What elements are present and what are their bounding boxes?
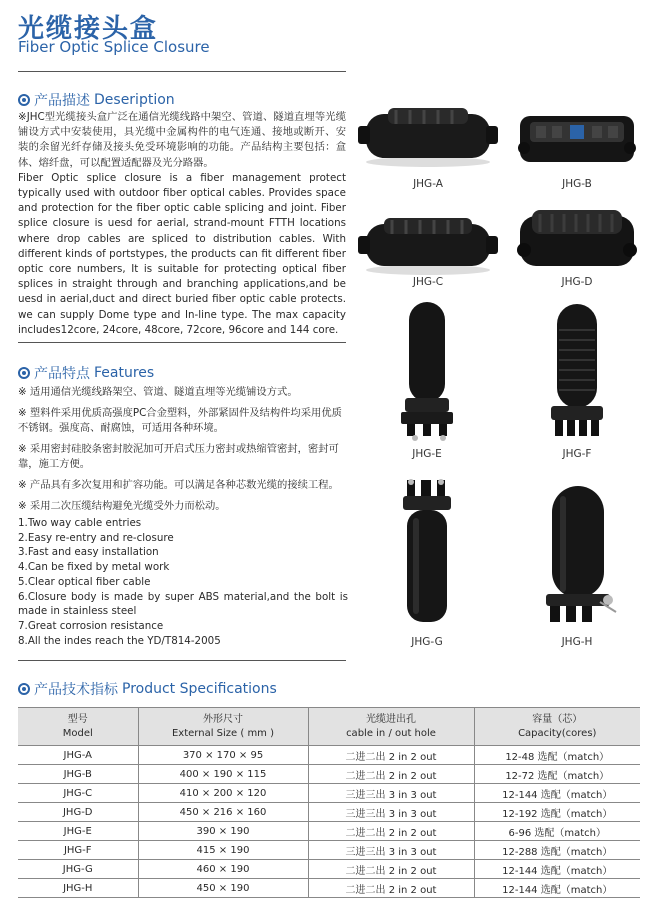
cell-capacity: 12-144 选配（match） — [474, 879, 640, 898]
table-row — [18, 822, 640, 841]
cell-capacity: 6-96 选配（match） — [474, 822, 640, 841]
divider — [18, 71, 346, 72]
product-image-jhg-e — [395, 298, 459, 446]
feature-cn-item: ※ 适用通信光缆线路架空、管道、隧道直埋等光缆铺设方式。 — [18, 386, 298, 398]
description-heading — [18, 90, 175, 110]
product-image-jhg-f — [545, 300, 609, 446]
feature-en-item: 7.Great corrosion resistance — [18, 619, 164, 632]
page-title-cn: 光缆接头盒 — [18, 14, 159, 44]
cell-model: JHG-G — [18, 860, 138, 879]
cell-cable-hole: 二进二出 2 in 2 out — [308, 822, 474, 841]
cell-size: 450 × 216 × 160 — [138, 803, 308, 822]
specs-heading-en: Product Specifications — [122, 681, 277, 697]
description-heading-cn: 产品描述 — [34, 93, 90, 109]
feature-cn-item: ※ 采用密封硅胶条密封胶泥加可开启式压力密封或热缩管密封，密封可靠，施工方便。 — [18, 443, 339, 470]
table-row — [18, 784, 640, 803]
product-label: JHG-E — [412, 448, 442, 460]
product-image-jhg-c — [358, 212, 498, 278]
feature-en-item: 2.Easy re-entry and re-closure — [18, 531, 174, 544]
column-header-model: 型号 Model — [18, 708, 138, 746]
cell-model: JHG-D — [18, 803, 138, 822]
product-image-jhg-b — [512, 108, 642, 170]
feature-en-item: 8.All the indes reach the YD/T814-2005 — [18, 634, 221, 647]
cell-model: JHG-C — [18, 784, 138, 803]
feature-en-item: 5.Clear optical fiber cable — [18, 575, 151, 588]
specs-heading — [18, 679, 277, 699]
cell-capacity: 12-144 选配（match） — [474, 860, 640, 879]
cell-capacity: 12-72 选配（match） — [474, 765, 640, 784]
features-heading-en: Features — [94, 365, 155, 381]
column-header-cable-hole: 光缆进出孔 cable in / out hole — [308, 708, 474, 746]
product-label: JHG-F — [562, 448, 592, 460]
cell-size: 390 × 190 — [138, 822, 308, 841]
column-header-size: 外形尺寸 External Size ( mm ) — [138, 708, 308, 746]
feature-en-item: 3.Fast and easy installation — [18, 546, 159, 559]
feature-cn-item: ※ 产品具有多次复用和扩容功能。可以满足各种芯数光缆的接续工程。 — [18, 479, 339, 491]
feature-cn-item: ※ 采用二次压缆结构避免光缆受外力而松动。 — [18, 500, 226, 512]
bullet-circle-icon — [18, 367, 30, 379]
divider — [18, 342, 346, 343]
product-label: JHG-H — [561, 636, 593, 648]
feature-en-item: 4.Can be fixed by metal work — [18, 561, 170, 574]
table-row — [18, 746, 640, 765]
feature-en-item: 6.Closure body is made by super ABS material,and the bolt is made in stainless steel — [18, 590, 348, 618]
cell-cable-hole: 三进三出 3 in 3 out — [308, 841, 474, 860]
description-body — [18, 110, 346, 338]
cell-cable-hole: 二进二出 2 in 2 out — [308, 746, 474, 765]
bullet-circle-icon — [18, 94, 30, 106]
divider — [18, 660, 346, 661]
product-label: JHG-A — [413, 178, 443, 190]
description-heading-en: Deseription — [94, 92, 175, 108]
cell-model: JHG-H — [18, 879, 138, 898]
feature-en-item: 1.Two way cable entries — [18, 517, 142, 529]
column-header-capacity: 容量（芯） Capacity(cores) — [474, 708, 640, 746]
bullet-circle-icon — [18, 683, 30, 695]
cell-capacity: 12-48 选配（match） — [474, 746, 640, 765]
cell-cable-hole: 三进三出 3 in 3 out — [308, 784, 474, 803]
table-row — [18, 803, 640, 822]
cell-model: JHG-E — [18, 822, 138, 841]
cell-size: 400 × 190 × 115 — [138, 765, 308, 784]
cell-size: 415 × 190 — [138, 841, 308, 860]
product-image-jhg-a — [358, 100, 498, 170]
features-en-list — [18, 516, 348, 648]
table-row — [18, 841, 640, 860]
cell-size: 370 × 170 × 95 — [138, 746, 308, 765]
product-label: JHG-D — [561, 276, 593, 288]
cell-model: JHG-B — [18, 765, 138, 784]
product-image-jhg-h — [538, 484, 618, 628]
cell-cable-hole: 二进二出 2 in 2 out — [308, 879, 474, 898]
features-heading-cn: 产品特点 — [34, 366, 90, 382]
table-row — [18, 879, 640, 898]
features-cn-list — [18, 385, 348, 520]
cell-size: 410 × 200 × 120 — [138, 784, 308, 803]
features-heading — [18, 363, 154, 383]
feature-cn-item: ※ 塑料件采用优质高强度PC合金塑料，外部紧固件及结构件均采用优质不锈钢。强度高、耐腐蚀，可适用各种环境。 — [18, 407, 342, 434]
cell-size: 460 × 190 — [138, 860, 308, 879]
cell-cable-hole: 三进三出 3 in 3 out — [308, 803, 474, 822]
product-image-jhg-g — [395, 478, 459, 630]
page-title-en: Fiber Optic Splice Closure — [18, 38, 210, 56]
product-label: JHG-G — [411, 636, 443, 648]
cell-capacity: 12-192 选配（match） — [474, 803, 640, 822]
spec-table — [18, 707, 640, 898]
product-label: JHG-C — [412, 276, 444, 288]
table-row — [18, 765, 640, 784]
spec-table-header-row — [18, 708, 640, 746]
cell-size: 450 × 190 — [138, 879, 308, 898]
cell-cable-hole: 二进二出 2 in 2 out — [308, 765, 474, 784]
table-row — [18, 860, 640, 879]
specs-heading-cn: 产品技术指标 — [34, 682, 118, 698]
product-label: JHG-B — [562, 178, 592, 190]
cell-cable-hole: 二进二出 2 in 2 out — [308, 860, 474, 879]
product-image-jhg-d — [512, 206, 642, 276]
cell-model: JHG-F — [18, 841, 138, 860]
description-en-text: Fiber Optic splice closure is a fiber management protect typically used with outdoor fiber optical cables. Provides space and protection for the fiber optic cable splicing and joint. Fiber splice closure is uesd for aerial, strand-mount FTTH locations where drop cables are spliced to distribution cables. With different kinds of portstypes, the products can fit different fiber optic core numbers, It is suitable for protecting optical fiber splices in straight through and branching applications,and be uesd in aerial,duct and direct buried fiber optic cable protects. we can supply Dome type and In-line type. The max capacity includes12core, 24core, 48core, 72core, 96core and 144 core. — [18, 171, 346, 336]
cell-capacity: 12-144 选配（match） — [474, 784, 640, 803]
cell-model: JHG-A — [18, 746, 138, 765]
description-cn-text: ※JHC型光缆接头盒广泛在通信光缆线路中架空、管道、隧道直埋等光缆铺设方式中安装使用，具光缆中金属构件的电气连通、接地或断开、安装的余留光纤存储及接头免受环境影响的功能。产品结构主要包括：盒体、熔纤盘，可以配置适配器及光分路器。 — [18, 111, 346, 169]
cell-capacity: 12-288 选配（match） — [474, 841, 640, 860]
